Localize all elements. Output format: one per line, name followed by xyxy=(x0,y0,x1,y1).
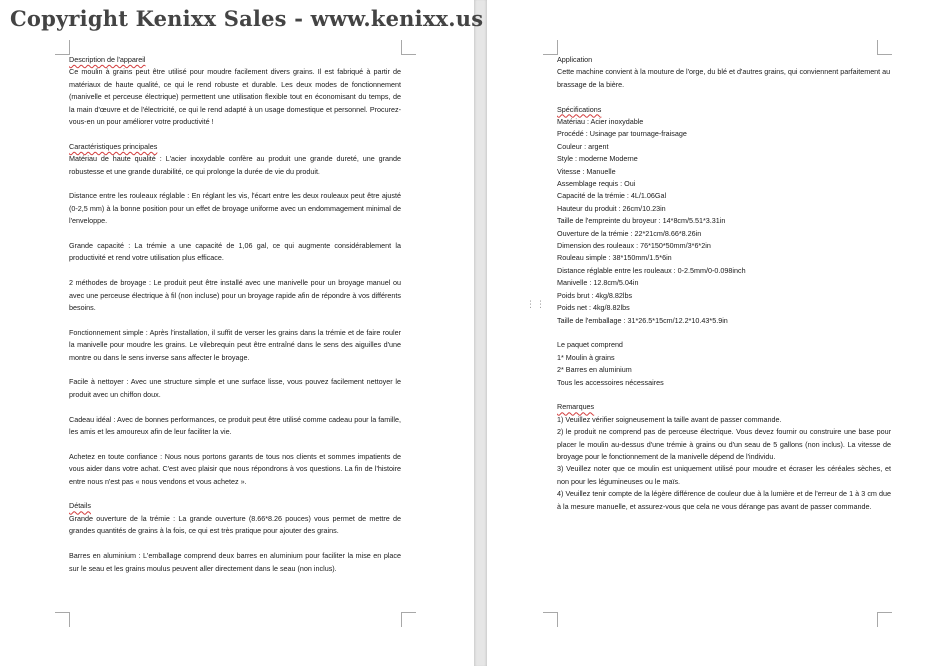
description-paragraph: Ce moulin à grains peut être utilisé pour moudre facilement divers grains. Il est fabriqué à partir de matériaux de haute qualité, ce qui le rend robuste et durable. Les deux modes de fonctionnement (manivelle et perceuse électrique) permettent une utilisation flexible tout en économisant du temps, de la main d'œuvre et de l'électricité, ce qui le rend adapté à un usage domestique et personnel. Procurez-vous-en un pour améliorer votre productivité ! xyxy=(69,67,401,127)
spec-line: Dimension des rouleaux : 76*150*50mm/3*6*2in xyxy=(557,241,711,251)
detail-paragraph: Barres en aluminium : L'emballage comprend deux barres en aluminium pour faciliter la mise en place sur le seau et les grains moulus peuvent aller directement dans le seau (non inclus). xyxy=(69,551,401,573)
feature-paragraph: Distance entre les rouleaux réglable : En réglant les vis, l'écart entre les deux rouleaux peut être ajusté (0-2,5 mm) à la bonne position pour un effet de broyage uniforme avec un endommagement minimal de l'enveloppe. xyxy=(69,191,401,226)
spec-line: Vitesse : Manuelle xyxy=(557,166,616,176)
remarks-list xyxy=(557,414,891,513)
margin-mark-top-left xyxy=(55,40,70,55)
spec-line: Couleur : argent xyxy=(557,141,609,151)
spec-line: Taille de l'empreinte du broyeur : 14*8cm/5.51*3.31in xyxy=(557,216,726,226)
spec-line: Assemblage requis : Oui xyxy=(557,179,636,189)
package-item: 1* Moulin à grains xyxy=(557,352,615,362)
section-heading-details: Détails xyxy=(69,501,91,511)
spec-line: Hauteur du produit : 26cm/10.23in xyxy=(557,203,666,213)
section-heading-specifications: Spécifications xyxy=(557,104,602,114)
document-page-left[interactable] xyxy=(0,0,474,666)
six-dot-grip-icon[interactable]: ⋮⋮ xyxy=(526,300,546,310)
spec-line: Ouverture de la trémie : 22*21cm/8.66*8.26in xyxy=(557,228,702,238)
package-item: Tous les accessoires nécessaires xyxy=(557,377,664,387)
spec-line: Procédé : Usinage par tournage-fraisage xyxy=(557,129,687,139)
margin-mark-top-left xyxy=(543,40,558,55)
spec-line: Poids brut : 4kg/8.82lbs xyxy=(557,290,633,300)
package-list xyxy=(557,352,891,389)
spec-line: Poids net : 4kg/8.82lbs xyxy=(557,303,630,313)
spec-line: Rouleau simple : 38*150mm/1.5*6in xyxy=(557,253,672,263)
remark-item: 3) Veuillez noter que ce moulin est uniquement utilisé pour moudre et écraser les céréales sèches, et non pour les légumineuses ou le maïs. xyxy=(557,464,891,486)
margin-mark-bottom-right xyxy=(401,612,416,627)
spec-line: Capacité de la trémie : 4L/1.06Gal xyxy=(557,191,667,201)
section-heading-application: Application xyxy=(557,55,593,64)
remark-item: 1) Veuillez vérifier soigneusement la taille avant de passer commande. xyxy=(557,414,782,424)
feature-paragraph: Fonctionnement simple : Après l'installation, il suffit de verser les grains dans la trémie et de faire rouler la manivelle pour moudre les grains. Le vilebrequin peut être entraîné dans le sens des aiguilles d'une montre ou dans le sens inverse sans affecter le broyage. xyxy=(69,327,401,362)
document-page-right[interactable] xyxy=(487,0,950,666)
spec-line: Taille de l'emballage : 31*26.5*15cm/12.2*10.43*5.9in xyxy=(557,315,728,325)
spec-line: Style : moderne Moderne xyxy=(557,154,638,164)
margin-mark-bottom-left xyxy=(55,612,70,627)
remark-item: 4) Veuillez tenir compte de la légère différence de couleur due à la lumière et de l'erreur de 1 à 3 cm due à la mesure manuelle, et assurez-vous que cela ne vous dérange pas avant de passer commande. xyxy=(557,489,891,511)
right-page-body[interactable] xyxy=(557,54,891,525)
package-item: 2* Barres en aluminium xyxy=(557,365,632,375)
left-page-body[interactable] xyxy=(69,54,401,587)
detail-paragraph: Grande ouverture de la trémie : La grande ouverture (8.66*8.26 pouces) vous permet de mettre de grandes quantités de grains à la fois, ce qui est très pratique pour ajouter des grains. xyxy=(69,513,401,536)
remark-item: 2) le produit ne comprend pas de perceuse électrique. Vous devez fournir ou construire une base pour placer le moulin au-dessus d'une trémie à grains ou d'un seau de 5 gallons (non inclus). La vitesse de broyage pour le fonctionnement de la manivelle dépend de l'individu. xyxy=(557,427,891,461)
feature-paragraph: Facile à nettoyer : Avec une structure simple et une surface lisse, vous pouvez facilement nettoyer le produit avec un chiffon doux. xyxy=(69,377,401,399)
feature-paragraph: 2 méthodes de broyage : Le produit peut être installé avec une manivelle pour un broyage manuel ou avec une perceuse électrique à fil (non incluse) pour un broyage rapide afin de répondre à vos différents besoins. xyxy=(69,278,401,313)
feature-paragraph: Achetez en toute confiance : Nous nous portons garants de tous nos clients et sommes impatients de vous aider dans votre achat. C'est avec plaisir que nous répondrons à vos questions. La fin de l'histoire entre nous n'est pas « nous vendons et vous achetez ». xyxy=(69,451,401,486)
section-heading-remarks: Remarques xyxy=(557,402,595,412)
margin-mark-bottom-right xyxy=(877,612,892,627)
section-heading-features: Caractéristiques principales xyxy=(69,141,158,151)
page-gutter xyxy=(474,0,487,666)
section-heading-description: Description de l'appareil xyxy=(69,55,146,64)
feature-paragraph: Matériau de haute qualité : L'acier inoxydable confère au produit une grande dureté, une grande robustesse et une grande durabilité, ce qui prolonge la durée de vie du produit. xyxy=(69,154,401,176)
specifications-list xyxy=(557,116,891,327)
spec-line: Manivelle : 12.8cm/5.04in xyxy=(557,278,639,288)
copyright-watermark: Copyright Kenixx Sales - www.kenixx.us xyxy=(10,6,484,31)
margin-mark-top-right xyxy=(877,40,892,55)
spec-line: Matériau : Acier inoxydable xyxy=(557,117,644,127)
margin-mark-top-right xyxy=(401,40,416,55)
margin-mark-bottom-left xyxy=(543,612,558,627)
spec-line: Distance réglable entre les rouleaux : 0-2.5mm/0-0.098inch xyxy=(557,265,746,275)
feature-paragraph: Cadeau idéal : Avec de bonnes performances, ce produit peut être utilisé comme cadeau pour la famille, les amis et les amoureux afin de leur faciliter la vie. xyxy=(69,414,401,437)
feature-paragraph: Grande capacité : La trémie a une capacité de 1,06 gal, ce qui augmente considérablement la productivité et rend votre utilisation plus efficace. xyxy=(69,241,401,263)
section-heading-package: Le paquet comprend xyxy=(557,340,623,350)
application-paragraph: Cette machine convient à la mouture de l'orge, du blé et d'autres grains, qui conviennent parfaitement au brassage de la bière. xyxy=(557,67,891,89)
